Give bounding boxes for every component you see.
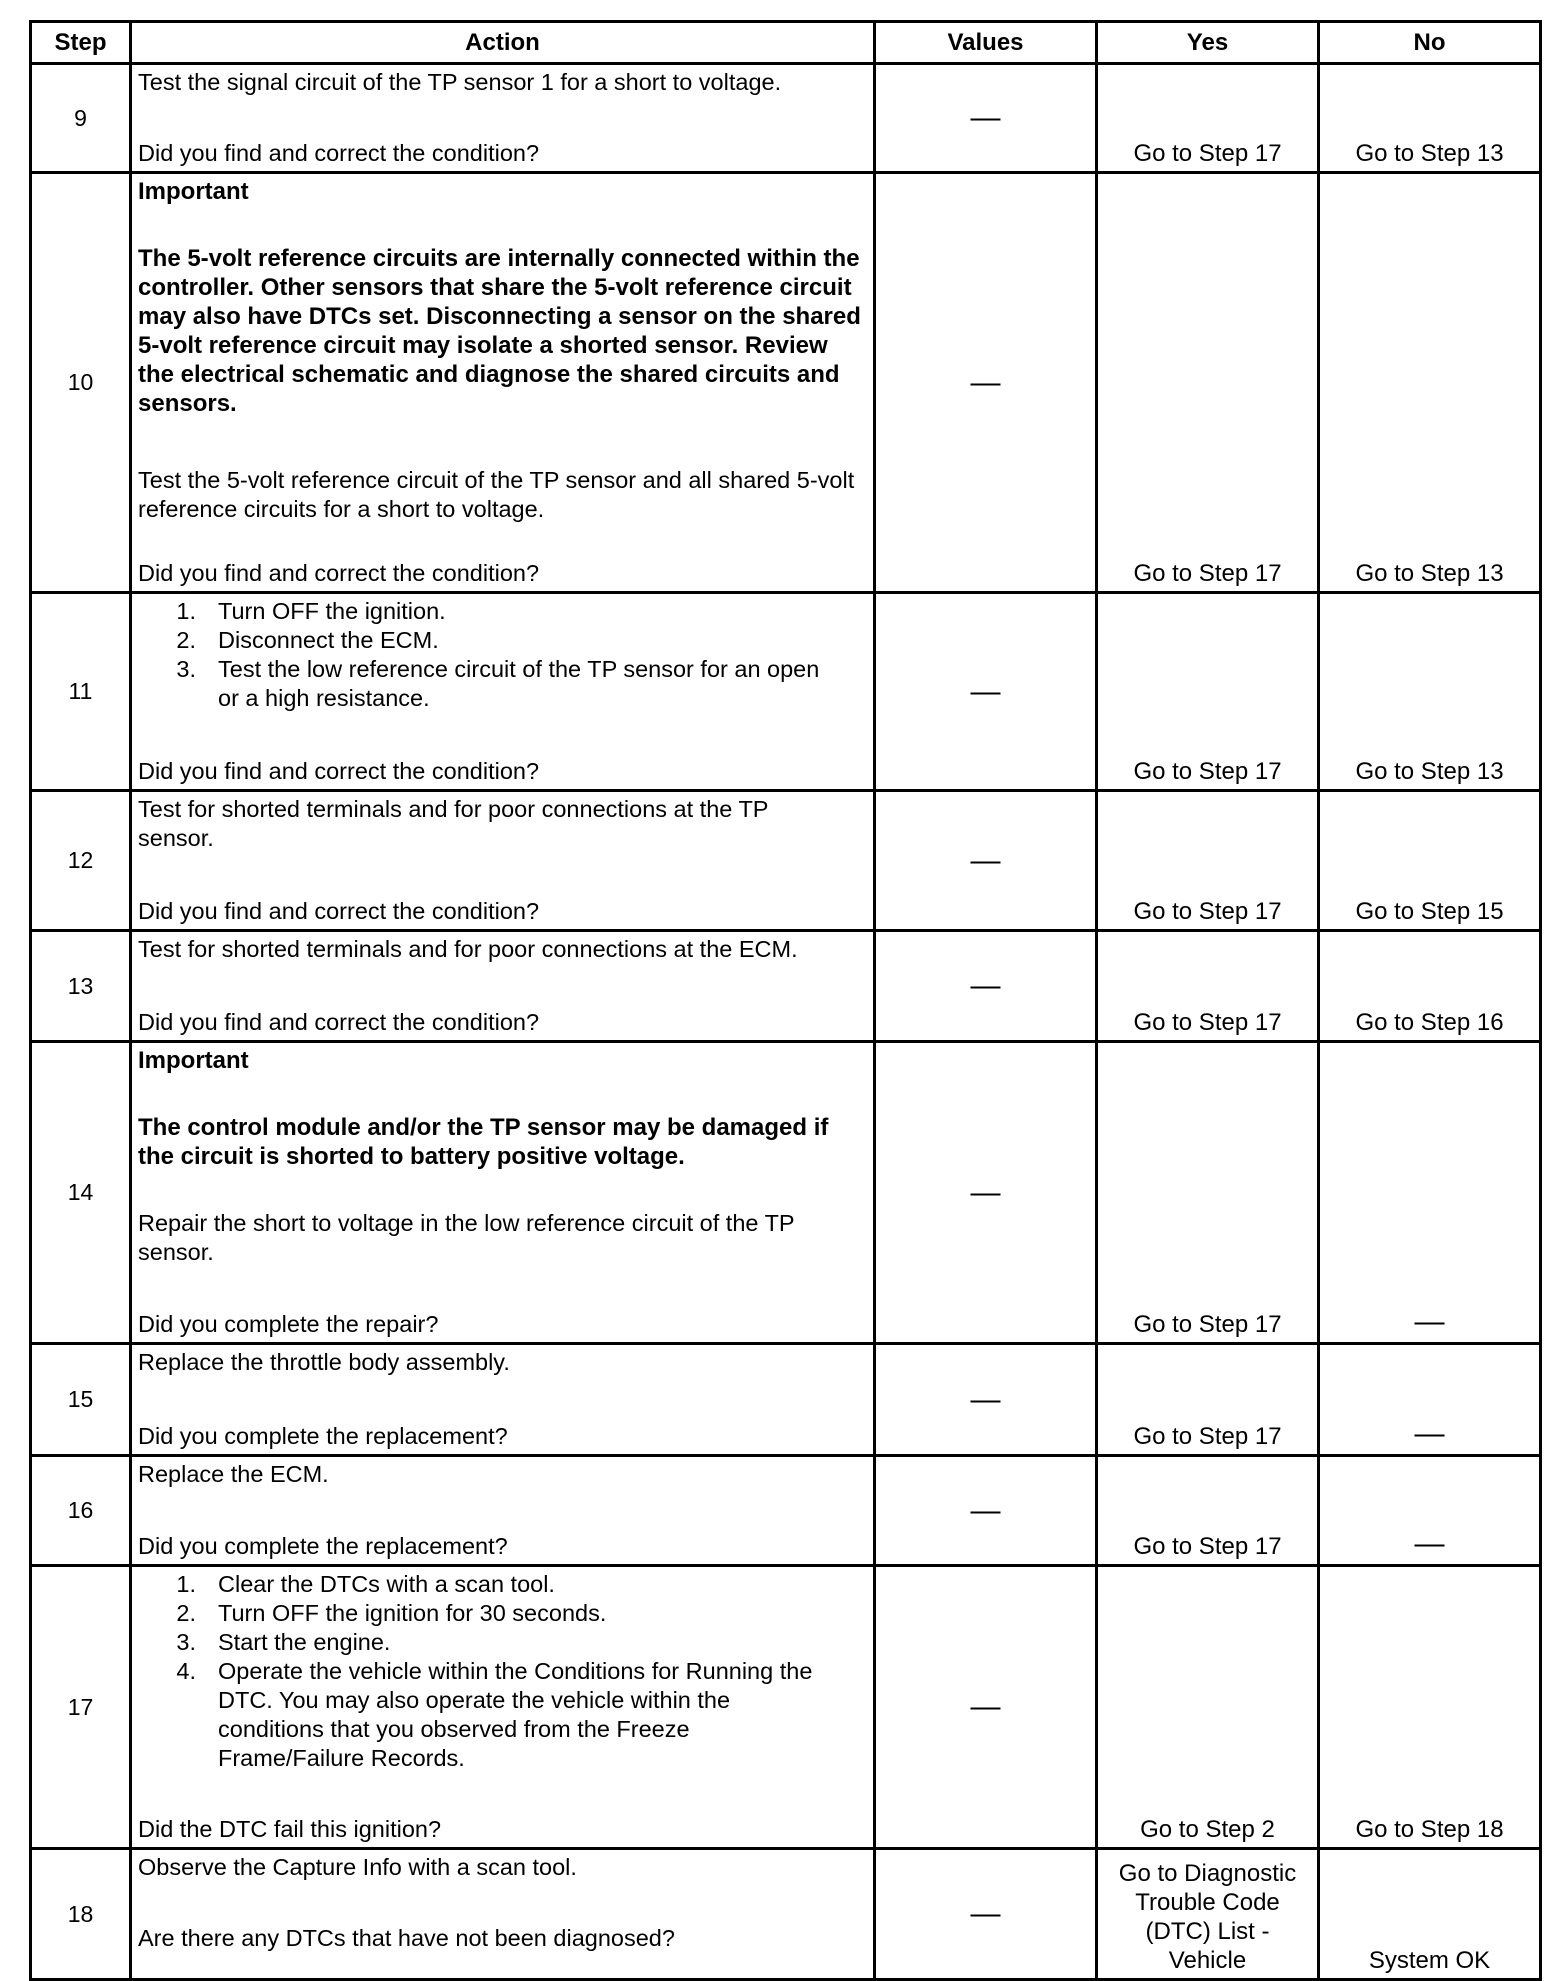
table-row — [31, 593, 1541, 791]
action-question: Did you find and correct the condition? — [138, 140, 540, 166]
diagnostic-table — [29, 20, 1542, 1981]
table-row — [31, 1456, 1541, 1566]
yes-cell: Go to Step 17 — [1097, 173, 1319, 593]
no-cell: — — [1319, 1344, 1541, 1456]
action-cell — [131, 64, 875, 173]
action-text: Replace the throttle body assembly. — [138, 1349, 510, 1375]
table-row — [31, 1042, 1541, 1344]
step-number: 10 — [31, 173, 131, 593]
values-cell: — — [875, 593, 1097, 791]
list-number: 3. — [176, 656, 196, 682]
table-row — [31, 931, 1541, 1042]
values-cell: — — [875, 1566, 1097, 1849]
yes-cell: Go to Step 17 — [1097, 1344, 1319, 1456]
no-cell: Go to Step 15 — [1319, 791, 1541, 931]
yes-cell: Go to Step 2 — [1097, 1566, 1319, 1849]
action-question: Did you find and correct the condition? — [138, 1009, 540, 1035]
action-cell — [131, 1566, 875, 1849]
list-number: 2. — [176, 627, 196, 653]
values-cell: — — [875, 1849, 1097, 1980]
list-number: 2. — [176, 1600, 196, 1626]
action-question: Are there any DTCs that have not been diagnosed? — [138, 1925, 675, 1951]
header-action: Action — [131, 22, 875, 64]
header-step: Step — [31, 22, 131, 64]
important-heading: Important — [138, 178, 249, 205]
list-text: Turn OFF the ignition. — [218, 598, 446, 624]
header-no: No — [1319, 22, 1541, 64]
header-yes: Yes — [1097, 22, 1319, 64]
step-number: 9 — [31, 64, 131, 173]
list-number: 3. — [176, 1629, 196, 1655]
values-cell: — — [875, 931, 1097, 1042]
action-cell — [131, 593, 875, 791]
action-text: Replace the ECM. — [138, 1461, 329, 1487]
action-question: Did the DTC fail this ignition? — [138, 1816, 442, 1842]
action-text: Test for shorted terminals and for poor connections at the TP sensor. — [138, 796, 769, 851]
action-question: Did you find and correct the condition? — [138, 560, 540, 586]
action-question: Did you find and correct the condition? — [138, 758, 540, 784]
table-row — [31, 1344, 1541, 1456]
step-number: 17 — [31, 1566, 131, 1849]
action-question: Did you complete the replacement? — [138, 1423, 508, 1449]
list-number: 1. — [176, 598, 196, 624]
list-text: Clear the DTCs with a scan tool. — [218, 1571, 555, 1597]
action-cell — [131, 1042, 875, 1344]
yes-cell: Go to Step 17 — [1097, 931, 1319, 1042]
list-item — [138, 597, 869, 626]
action-question: Did you find and correct the condition? — [138, 898, 540, 924]
list-item — [138, 1628, 869, 1657]
list-item — [138, 1570, 869, 1599]
action-steps-list — [138, 597, 869, 713]
step-number: 18 — [31, 1849, 131, 1980]
action-text: Test for shorted terminals and for poor connections at the ECM. — [138, 936, 798, 962]
action-question: Did you complete the repair? — [138, 1311, 439, 1337]
no-cell: — — [1319, 1456, 1541, 1566]
table-row — [31, 64, 1541, 173]
list-text: Turn OFF the ignition for 30 seconds. — [218, 1600, 607, 1626]
step-number: 14 — [31, 1042, 131, 1344]
no-cell: Go to Step 18 — [1319, 1566, 1541, 1849]
no-cell: System OK — [1319, 1849, 1541, 1980]
step-number: 13 — [31, 931, 131, 1042]
header-values: Values — [875, 22, 1097, 64]
important-note: The control module and/or the TP sensor may be damaged if the circuit is shorted to battery positive voltage. — [138, 1114, 829, 1170]
yes-cell: Go to Step 17 — [1097, 593, 1319, 791]
step-number: 15 — [31, 1344, 131, 1456]
list-item — [138, 1599, 869, 1628]
list-number: 1. — [176, 1571, 196, 1597]
step-number: 16 — [31, 1456, 131, 1566]
list-item — [138, 1657, 869, 1773]
action-cell — [131, 1456, 875, 1566]
yes-cell: Go to Diagnostic Trouble Code (DTC) List - Vehicle — [1097, 1849, 1319, 1980]
values-cell: — — [875, 173, 1097, 593]
action-text: Observe the Capture Info with a scan tool. — [138, 1854, 577, 1880]
values-cell: — — [875, 1456, 1097, 1566]
table-row — [31, 1566, 1541, 1849]
no-cell: Go to Step 13 — [1319, 593, 1541, 791]
action-text: Test the 5-volt reference circuit of the TP sensor and all shared 5-volt reference circuits for a short to voltage. — [138, 467, 855, 522]
table-row — [31, 1849, 1541, 1980]
list-text: Disconnect the ECM. — [218, 627, 439, 653]
no-cell: — — [1319, 1042, 1541, 1344]
action-cell — [131, 1344, 875, 1456]
action-text: Repair the short to voltage in the low reference circuit of the TP sensor. — [138, 1210, 795, 1265]
table-row — [31, 791, 1541, 931]
yes-cell: Go to Step 17 — [1097, 64, 1319, 173]
action-text: Test the signal circuit of the TP sensor 1 for a short to voltage. — [138, 69, 782, 95]
list-text: Test the low reference circuit of the TP sensor for an open or a high resistance. — [218, 656, 820, 711]
list-item — [138, 655, 869, 713]
header-row — [31, 22, 1541, 64]
no-cell: Go to Step 13 — [1319, 64, 1541, 173]
list-text: Operate the vehicle within the Conditions for Running the DTC. You may also operate the vehicle within the conditions that you observed from the Freeze Frame/Failure Records. — [218, 1658, 813, 1771]
step-number: 12 — [31, 791, 131, 931]
important-heading: Important — [138, 1047, 249, 1074]
action-cell — [131, 791, 875, 931]
action-steps-list — [138, 1570, 869, 1773]
action-question: Did you complete the replacement? — [138, 1533, 508, 1559]
list-number: 4. — [176, 1658, 196, 1684]
list-text: Start the engine. — [218, 1629, 391, 1655]
values-cell: — — [875, 1042, 1097, 1344]
no-cell: Go to Step 13 — [1319, 173, 1541, 593]
action-cell — [131, 931, 875, 1042]
yes-cell: Go to Step 17 — [1097, 1456, 1319, 1566]
action-cell — [131, 173, 875, 593]
no-cell: Go to Step 16 — [1319, 931, 1541, 1042]
values-cell: — — [875, 64, 1097, 173]
table-row — [31, 173, 1541, 593]
yes-cell: Go to Step 17 — [1097, 1042, 1319, 1344]
action-cell — [131, 1849, 875, 1980]
yes-cell: Go to Step 17 — [1097, 791, 1319, 931]
values-cell: — — [875, 791, 1097, 931]
list-item — [138, 626, 869, 655]
step-number: 11 — [31, 593, 131, 791]
values-cell: — — [875, 1344, 1097, 1456]
important-note: The 5-volt reference circuits are internally connected within the controller. Other sensors that share the 5-volt reference circuit may also have DTCs set. Disconnecting a sensor on the shared 5-volt reference circuit may isolate a shorted sensor. Review the electrical schematic and diagnose the shared circuits and sensors. — [138, 245, 861, 417]
